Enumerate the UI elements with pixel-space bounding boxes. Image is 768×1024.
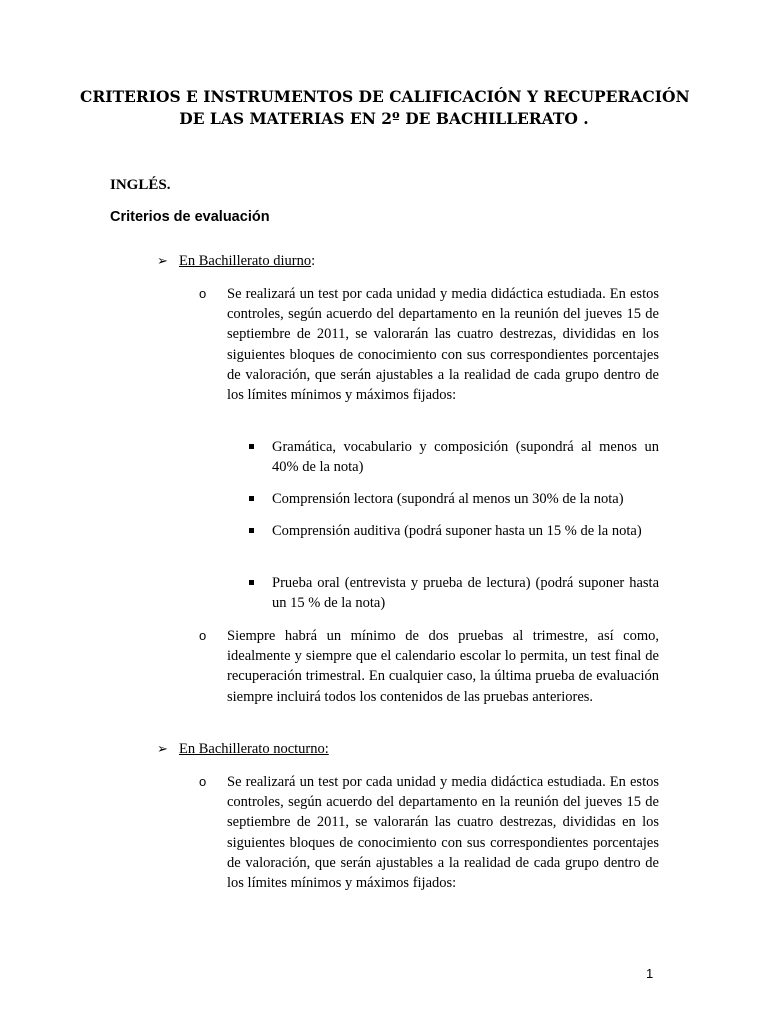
subject-heading: INGLÉS. bbox=[110, 177, 171, 193]
arrow-bullet-icon: ➢ bbox=[157, 254, 168, 269]
diurno-block-text-3: Comprensión auditiva (podrá suponer hasta un 15 % de la nota) bbox=[272, 523, 642, 539]
nocturno-test-paragraph: Se realizará un test por cada unidad y media didáctica estudiada. En estos controles, según acuerdo del departamento en la reunión del jueves 15 de septiembre de 2011, se valorarán las cuatro destrezas, divididas en los siguientes bloques de conocimiento con sus correspondientes porcentajes de valoración, que serán ajustables a la realidad de cada grupo dentro de los límites mínimos y máximos fijados: bbox=[227, 774, 659, 892]
page-number: 1 bbox=[646, 966, 654, 981]
diurno-block-text-2: Comprensión lectora (supondrá al menos un 30% de la nota) bbox=[272, 491, 624, 507]
diurno-heading bbox=[157, 251, 315, 272]
document-title-line-1: CRITERIOS E INSTRUMENTOS DE CALIFICACIÓN Y RECUPERACIÓN bbox=[80, 87, 690, 106]
document-title bbox=[80, 86, 688, 130]
document-title-line-2: DE LAS MATERIAS EN 2º DE BACHILLERATO . bbox=[179, 109, 589, 128]
diurno-block-item-1 bbox=[247, 437, 659, 477]
diurno-label: En Bachillerato diurno bbox=[179, 253, 312, 269]
diurno-test-item bbox=[199, 284, 659, 405]
circle-bullet-icon: o bbox=[199, 628, 207, 643]
diurno-block-text-4: Prueba oral (entrevista y prueba de lectura) (podrá suponer hasta un 15 % de la nota) bbox=[272, 575, 659, 612]
square-bullet-icon bbox=[249, 528, 254, 533]
diurno-block-item-4 bbox=[247, 573, 659, 613]
diurno-pruebas-item bbox=[199, 626, 659, 707]
diurno-label-suffix: : bbox=[311, 253, 316, 269]
diurno-block-text-1: Gramática, vocabulario y composición (supondrá al menos un 40% de la nota) bbox=[272, 439, 659, 476]
nocturno-heading bbox=[157, 739, 329, 760]
diurno-pruebas-paragraph: Siempre habrá un mínimo de dos pruebas al trimestre, así como, idealmente y siempre que el calendario escolar lo permita, un test final de recuperación trimestral. En cualquier caso, la última prueba de evaluación siempre incluirá todos los contenidos de las pruebas anteriores. bbox=[227, 628, 659, 705]
diurno-block-item-2 bbox=[247, 489, 659, 509]
circle-bullet-icon: o bbox=[199, 286, 207, 301]
circle-bullet-icon: o bbox=[199, 774, 207, 789]
diurno-test-paragraph: Se realizará un test por cada unidad y media didáctica estudiada. En estos controles, según acuerdo del departamento en la reunión del jueves 15 de septiembre de 2011, se valorarán las cuatro destrezas, divididas en los siguientes bloques de conocimiento con sus correspondientes porcentajes de valoración, que serán ajustables a la realidad de cada grupo dentro de los límites mínimos y máximos fijados: bbox=[227, 286, 659, 404]
diurno-block-item-3 bbox=[247, 521, 659, 541]
square-bullet-icon bbox=[249, 496, 254, 501]
square-bullet-icon bbox=[249, 580, 254, 585]
nocturno-test-item bbox=[199, 772, 659, 893]
section-heading: Criterios de evaluación bbox=[110, 209, 270, 225]
arrow-bullet-icon: ➢ bbox=[157, 742, 168, 757]
square-bullet-icon bbox=[249, 444, 254, 449]
nocturno-label: En Bachillerato nocturno: bbox=[179, 741, 329, 757]
